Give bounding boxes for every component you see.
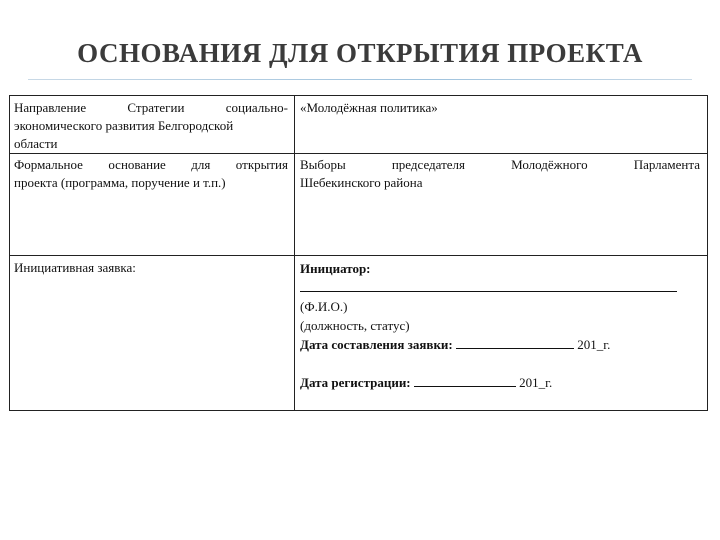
date-registration-label: Дата регистрации: [300,375,411,390]
date-created-blank[interactable] [456,335,574,349]
date-created-year: 201_г. [577,337,611,352]
strategy-direction-label: Направление Стратегии социально- экономического развития Белгородской области [14,100,288,151]
table-row-divider [10,153,707,154]
table-row-divider [10,255,707,256]
project-basis-table [9,95,708,411]
date-created-label: Дата составления заявки: [300,337,453,352]
page-title: ОСНОВАНИЯ ДЛЯ ОТКРЫТИЯ ПРОЕКТА [77,38,643,68]
fio-label: (Ф.И.О.) [300,299,348,314]
title-underline [28,79,692,80]
formal-basis-value: Выборы председателя Молодёжного Парламента Шебекинского района [300,157,700,190]
date-registration-year: 201_г. [519,375,553,390]
strategy-direction-value: «Молодёжная политика» [300,100,438,115]
date-registration-blank[interactable] [414,373,516,387]
table-column-divider [294,96,295,410]
initiator-label: Инициатор: [300,261,371,276]
position-label: (должность, статус) [300,318,410,333]
formal-basis-label: Формальное основание для открытия проекта (программа, поручение и т.п.) [14,157,288,190]
initiator-blank-line[interactable] [300,278,677,292]
initiative-request-details [300,259,700,392]
initiative-request-label: Инициативная заявка: [14,260,136,275]
